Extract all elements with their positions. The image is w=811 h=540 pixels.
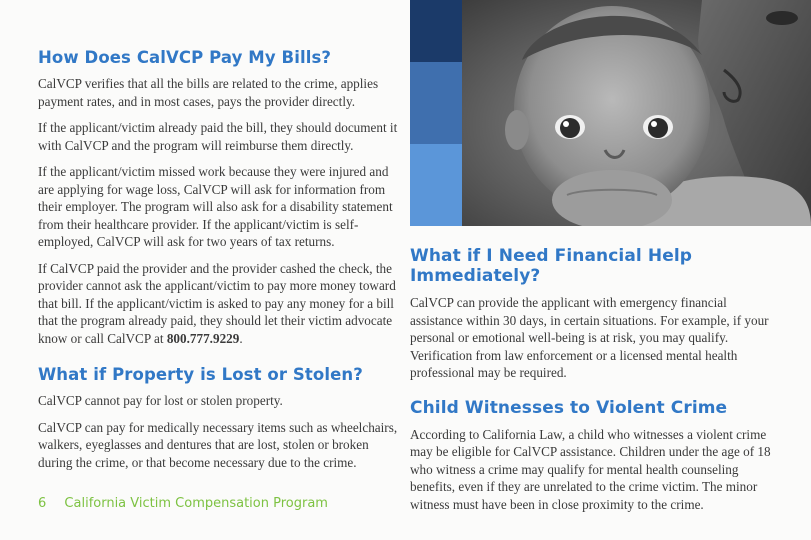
paragraph-text: If CalVCP paid the provider and the provider cashed the check, the provider cannot ask the applicant/victim to pay more money toward that bill. If the applicant/victim is asked to pay any money for a bill that the program already paid, they should let their victim advocate know or call CalVCP at <box>38 260 396 346</box>
phone-suffix: . <box>239 330 243 346</box>
decorative-square-dark <box>410 0 462 62</box>
heading-child-witnesses: Child Witnesses to Violent Crime <box>410 397 728 418</box>
paragraph: CalVCP can provide the applicant with emergency financial assistance within 30 days, in certain situations. For example, if your personal or emotional well-being is at risk, you may qualify. Verification from law enforcement or a licensed mental health professional may be required. <box>410 295 769 380</box>
right-column <box>410 246 780 522</box>
phone-number: 800.777.9229 <box>166 330 240 346</box>
paragraph-provider-check <box>38 260 398 348</box>
heading-pay-bills: How Does CalVCP Pay My Bills? <box>38 48 332 67</box>
decorative-square-mid <box>410 62 462 144</box>
left-column <box>38 48 398 480</box>
paragraph: CalVCP can pay for medically necessary items such as wheelchairs, walkers, eyeglasses and dentures that are lost, stolen or broken during the crime, or that become necessary due to the crime. <box>38 419 398 470</box>
heading-financial-help: What if I Need Financial Help Immediately? <box>410 246 693 286</box>
page-footer <box>38 496 328 511</box>
paragraph: CalVCP verifies that all the bills are related to the crime, applies payment rates, and in most cases, pays the provider directly. <box>38 76 379 109</box>
program-name: California Victim Compensation Program <box>64 496 328 511</box>
paragraph: According to California Law, a child who witnesses a violent crime may be eligible for CalVCP assistance. Children under the age of 18 who witness a crime may qualify for mental health counseling benefits, even if they are unrelated to the crime victim. The minor witness must have been in close proximity to the crime. <box>410 426 771 512</box>
paragraph: If the applicant/victim already paid the bill, they should document it with CalVCP and the program will reimburse them directly. <box>38 120 398 153</box>
heading-lost-property: What if Property is Lost or Stolen? <box>38 365 363 384</box>
paragraph: If the applicant/victim missed work because they were injured and are applying for wage loss, CalVCP will ask for information from their employer. The program will also ask for a disability statement from their healthcare provider. If the applicant/victim is self-employed, CalVCP will ask for two years of tax returns. <box>38 164 393 249</box>
decorative-square-light <box>410 144 462 226</box>
paragraph: CalVCP cannot pay for lost or stolen property. <box>38 393 283 408</box>
mother-and-baby-photo <box>462 0 811 226</box>
page-number: 6 <box>38 496 47 511</box>
